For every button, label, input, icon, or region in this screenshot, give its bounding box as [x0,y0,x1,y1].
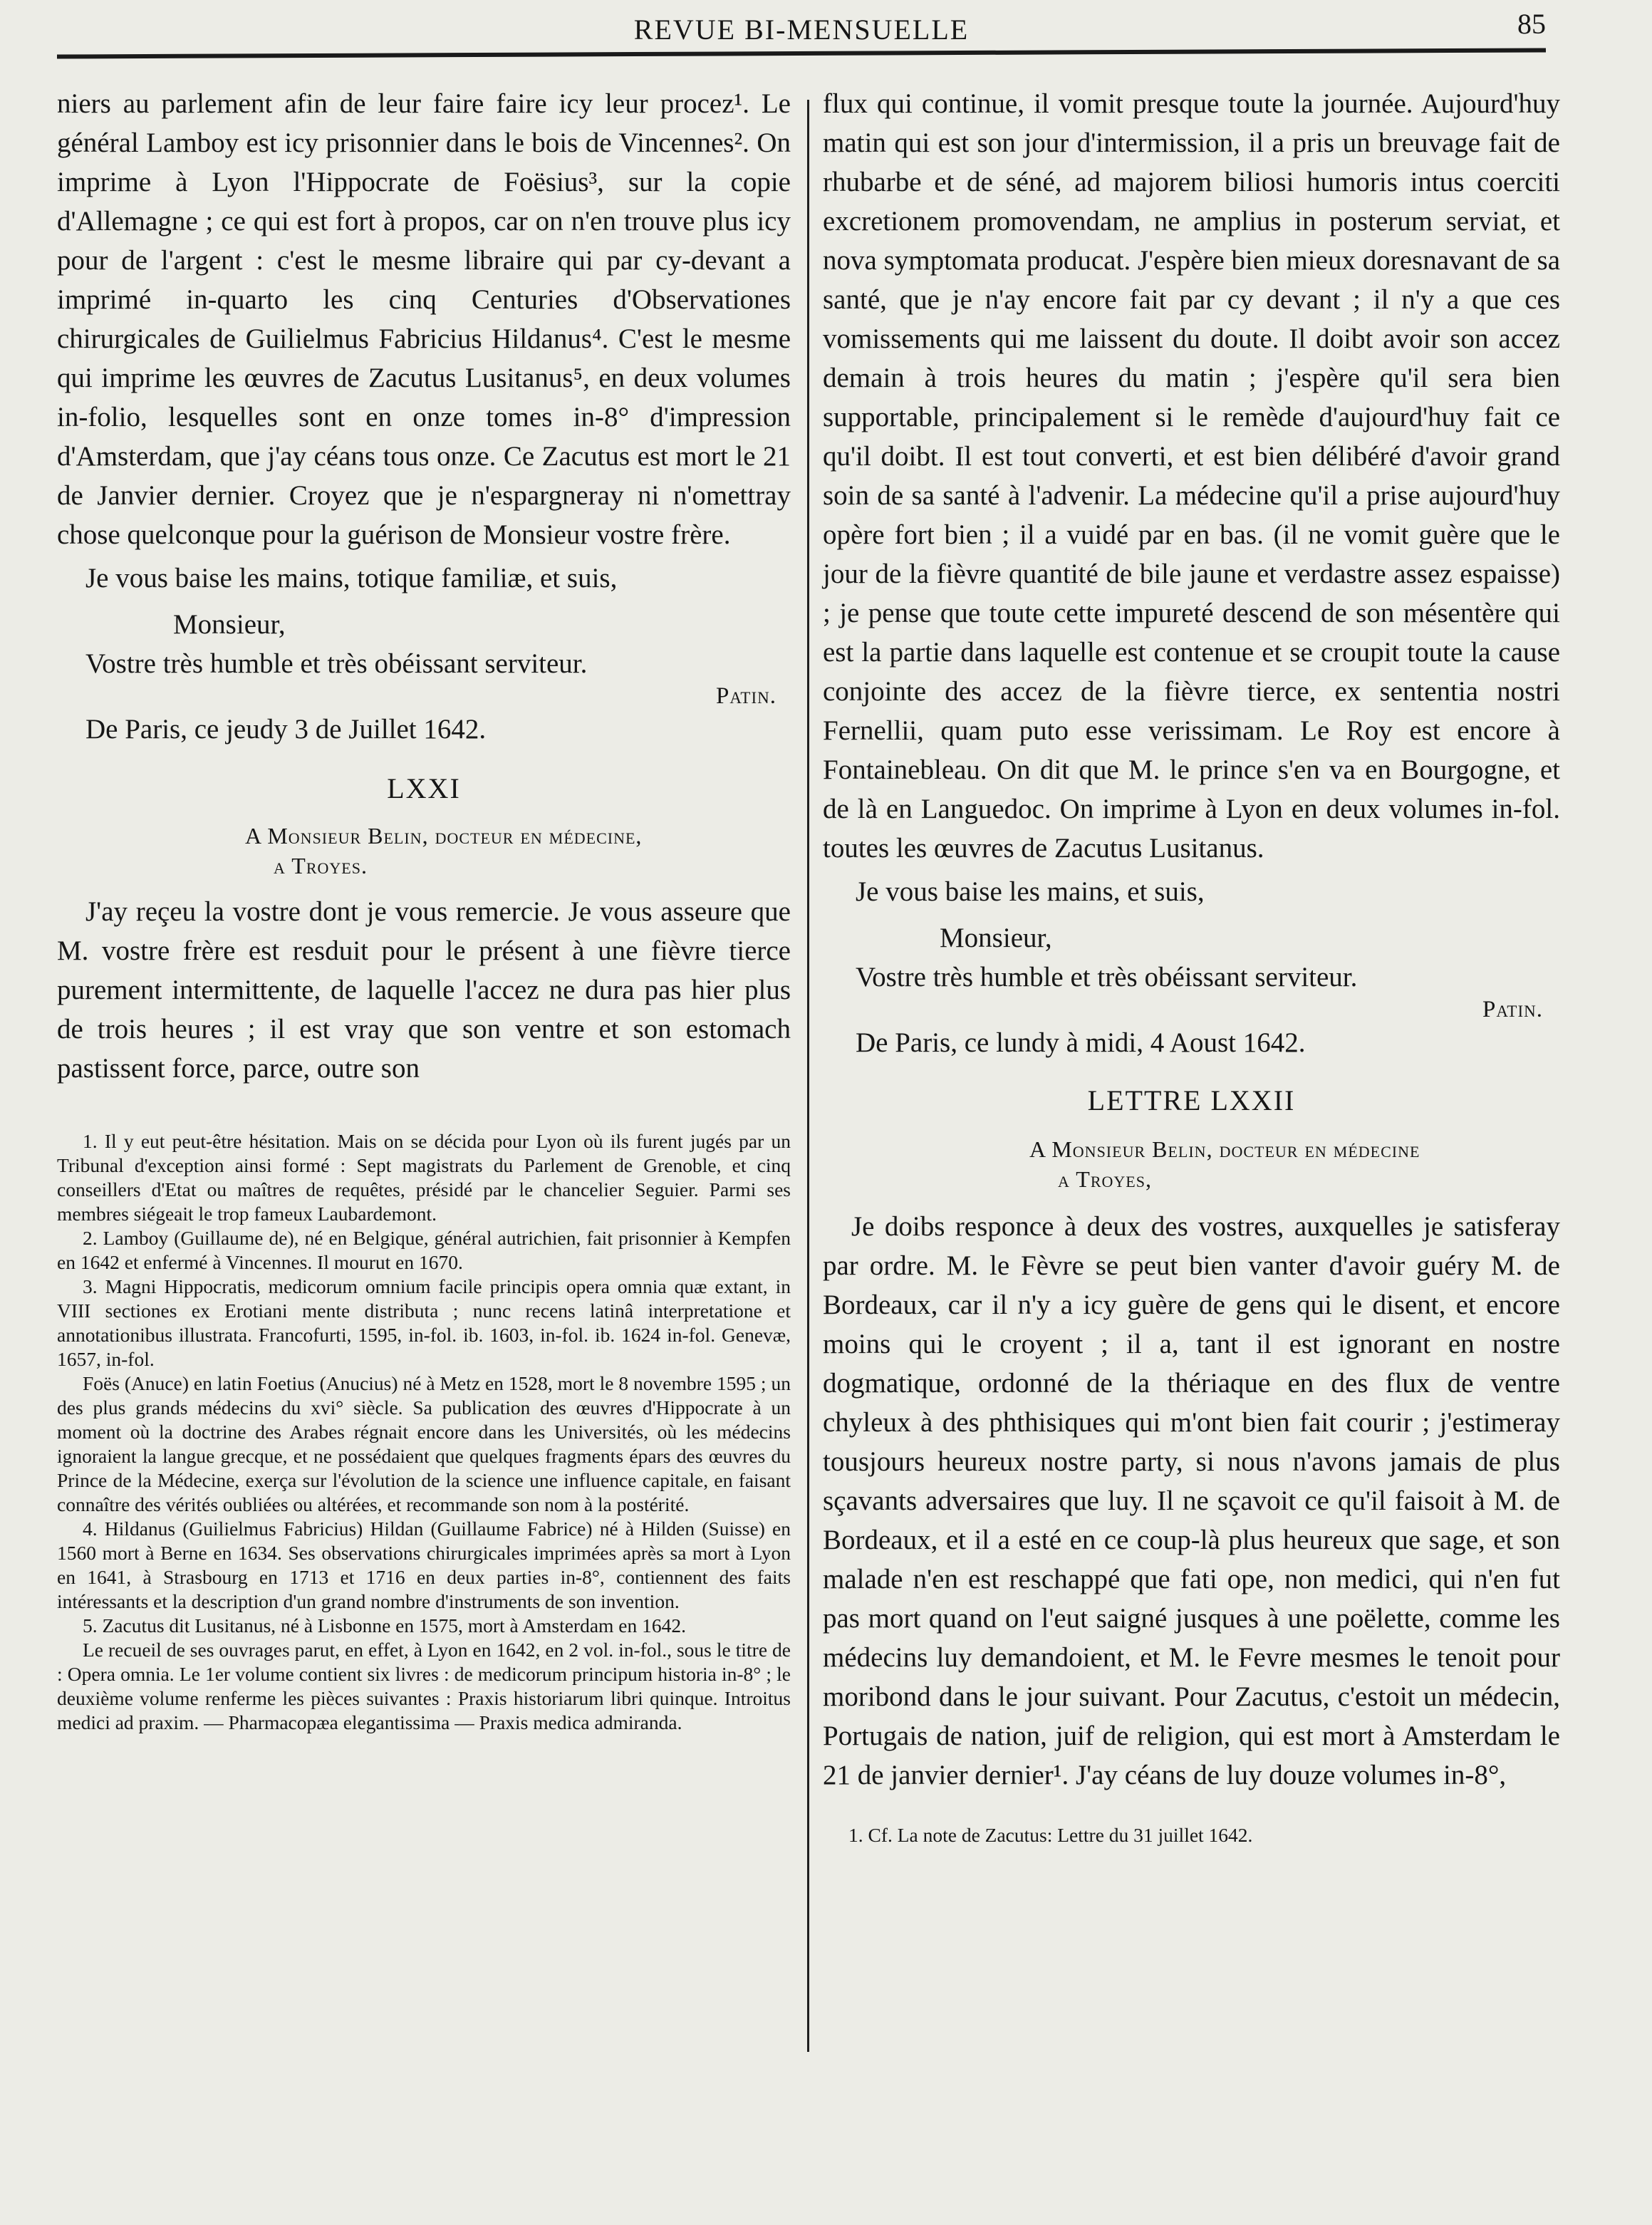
footnote-2: 2. Lamboy (Guillaume de), né en Belgique, général autrichien, fait prisonnier à Kempfen en 1642 et enfermé à Vincennes. Il mourut en 1670. [57,1227,791,1273]
left-signature: Patin. [716,683,776,709]
right-paragraph-1: flux qui continue, il vomit presque toute la journée. Aujourd'huy matin qui est son jour d'intermission, il a pris un breuvage fait de rhubarbe et de séné, ad majorem biliosi humoris intus coerciti excretionem promovendam, ne amplius in posterum serviat, et nova symptomata producat. J'espère bien mieux doresnavant de sa santé, que je n'ay encore fait par cy devant ; il n'y a que ces vomissements qui me laissent du doute. Il doibt avoir son accez demain à trois heures du matin ; j'espère qu'il sera bien supportable, principalement si le remède d'aujourd'huy fait ce qu'il doibt. Il est tout converti, et est bien délibéré d'avoir grand soin de sa santé à l'advenir. La médecine qu'il a prise aujourd'huy opère fort bien ; il a vuidé par en bas. (il ne vomit guère que le jour de la fièvre quantité de bile jaune et verdastre assez espaisse) ; je pense que toute cette impureté descend de son mésentère qui est la partie dans laquelle est contenue et se croupit toute la cause conjointe des accez de la fièvre tierce, ex sententia nostri Fernellii, quam puto esse verissimam. Le Roy est encore à Fontainebleau. On dit que M. le prince s'en va en Bourgogne, et de là en Languedoc. On imprime à Lyon en deux volumes in-fol. toutes les œuvres de Zacutus Lusitanus. [823,88,1560,863]
right-paragraph-2: Je doibs responce à deux des vostres, auxquelles je satisferay par ordre. M. le Fèvre se peut bien vanter d'avoir guéry M. de Bordeaux, car il n'y a icy guère de gens qui le disent, et encore moins qui le croyent ; il a, tant il est ignorant en nostre dogmatique, ordonné de la thériaque en des flux de ventre chyleux à des phthisiques qui m'ont bien fait courir ; j'estimeray tousjours heureux nostre party, si nous n'avons jamais de plus sçavants adversaires que luy. Il ne sçavoit ce qu'il faisoit à M. de Bordeaux, et il a esté en ce coup-là plus heureux que sage, et son malade n'en est reschappé que fati ope, non medici, qui n'en fut pas mort quand on l'eut saigné jusques à une poëlette, comme les médecins luy demandoient, et M. le Fevre mesmes le tenoit pour moribond dans le jour suivant. Pour Zacutus, c'estoit un médecin, Portugais de nation, juif de religion, qui est mort à Amsterdam le 21 de janvier dernier¹. J'ay céans de luy douze volumes in-8°, [823,1211,1560,1790]
right-footnotes [823,1823,1560,1847]
running-title: REVUE BI-MENSUELLE [633,14,970,46]
footnote-5: 5. Zacutus dit Lusitanus, né à Lisbonne en 1575, mort à Amsterdam en 1642. [83,1614,686,1637]
left-footnotes [57,1129,791,1735]
left-paragraph-1: niers au parlement afin de leur faire faire icy leur procez¹. Le général Lamboy est icy prisonnier dans le bois de Vincennes². On imprime à Lyon l'Hippocrate de Foësius³, sur la copie d'Allemagne ; ce qui est fort à propos, car on n'en trouve plus icy pour de l'argent : c'est le mesme libraire qui par cy-devant a imprimé in-quarto les cinq Centuries d'Observationes chirurgicales de Guilielmus Fabricius Hildanus⁴. C'est le mesme qui imprime les œuvres de Zacutus Lusitanus⁵, en deux volumes in-folio, lesquelles sont en onze tomes in-8° d'impression d'Amsterdam, que j'ay céans tous onze. Ce Zacutus est mort le 21 de Janvier dernier. Croyez que je n'espargneray ni n'omettray chose quelconque pour la guérison de Monsieur vostre frère. [57,88,791,550]
column-divider [807,100,809,2052]
letter-lxxi-heading: LXXI [387,772,461,804]
left-paragraph-2: J'ay reçeu la vostre dont je vous remercie. Je vous asseure que M. vostre frère est resduit pour le présent à une fièvre tierce purement intermittente, de laquelle l'accez ne dura pas hier plus de trois heures ; il est vray que son ventre et son estomach pastissent force, parce, outre son [57,896,791,1084]
right-column [823,84,1560,1847]
footnote-3-continued: Foës (Anuce) en latin Foetius (Anucius) né à Metz en 1528, mort le 8 novembre 1595 ; un des plus grands médecins du xvi° siècle. Sa publication des œuvres d'Hippocrate à un moment où la doctrine des Arabes régnait encore dans les Universités, où les médecins ignoraient la langue grecque, et ne possédaient que quelques fragments épars des œuvres du Prince de la Médecine, exerça sur l'évolution de la science une influence capitale, en faisant connaître des vérités oubliées ou altérées, et recommande son nom à la postérité. [57,1372,791,1515]
right-address-line-1: A Monsieur Belin, docteur en médecine [1029,1136,1420,1162]
right-signature: Patin. [1482,997,1543,1022]
left-address-line-1: A Monsieur Belin, docteur en médecine, [245,823,643,849]
footnote-4: 4. Hildanus (Guilielmus Fabricius) Hildan (Guillaume Fabrice) né à Hilden (Suisse) en 1560 mort à Berne en 1634. Ses observations chirurgicales imprimées après sa mort à Lyon en 1641, à Strasbourg en 1713 et 1716 en deux parties in-8°, contiennent des faits intéressants et la description d'un grand nombre d'instruments de son invention. [57,1518,791,1612]
page-number: 85 [1517,8,1546,40]
right-servant-line: Vostre très humble et très obéissant serviteur. [856,962,1358,992]
right-date-line: De Paris, ce lundy à midi, 4 Aoust 1642. [856,1027,1306,1058]
left-address-line-2: a Troyes. [274,853,368,878]
footnote-3: 3. Magni Hippocratis, medicorum omnium facile principis opera omnia quæ extant, in VIII sectiones ex Erotiani mente distributa ; nunc recens latinâ interpretatione et annotationibus illustrata. Francofurti, 1595, in-fol. ib. 1603, in-fol. ib. 1624 in-fol. Genevæ, 1657, in-fol. [57,1275,791,1370]
footnote-1: 1. Il y eut peut-être hésitation. Mais on se décida pour Lyon où ils furent jugés par un Tribunal d'exception ainsi formé : Sept magistrats du Parlement de Grenoble, et cinq conseillers d'Etat ou maîtres de requêtes, présidé par le chancelier Seguier. Parmi ses membres siégeait le trop fameux Laubardemont. [57,1130,791,1225]
left-servant-line: Vostre très humble et très obéissant serviteur. [85,648,588,679]
right-closing-kiss: Je vous baise les mains, et suis, [856,876,1205,907]
right-footnote-1: 1. Cf. La note de Zacutus: Lettre du 31 juillet 1642. [848,1824,1253,1846]
right-address-line-2: a Troyes, [1058,1166,1152,1192]
left-closing-kiss: Je vous baise les mains, totique familiæ, et suis, [85,563,618,593]
right-address [823,1134,1560,1194]
right-salutation: Monsieur, [940,923,1052,953]
page-header [57,0,1546,71]
left-address [57,821,791,881]
left-salutation: Monsieur, [173,609,286,640]
left-column [57,84,791,1735]
footnote-5-continued: Le recueil de ses ouvrages parut, en effet, à Lyon en 1642, en 2 vol. in-fol., sous le titre de : Opera omnia. Le 1er volume contient six livres : de medicorum principum historia in-8° ; le deuxième volume renferme les pièces suivantes : Praxis historiarum libri quinque. Introitus medici ad praxim. — Pharmacopæa elegantissima — Praxis medica admiranda. [57,1639,791,1733]
left-date-line: De Paris, ce jeudy 3 de Juillet 1642. [85,714,487,745]
letter-lxxii-heading: LETTRE LXXII [1087,1084,1296,1116]
